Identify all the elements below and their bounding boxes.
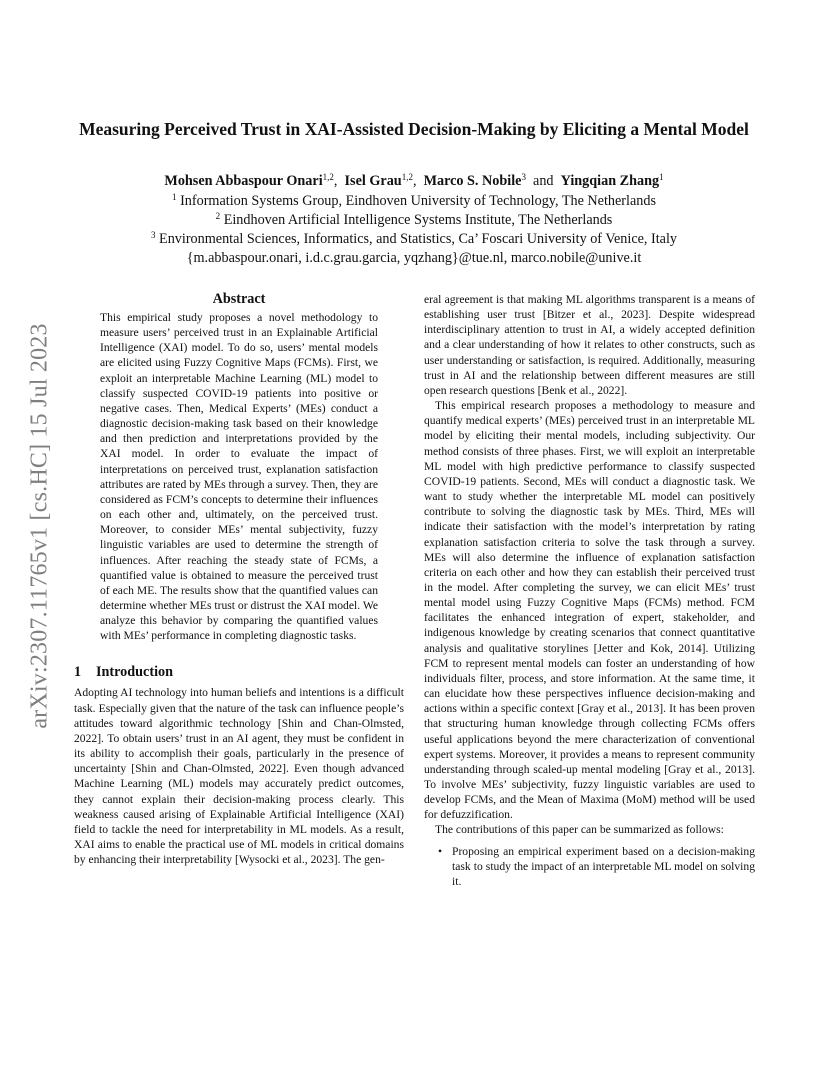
section-number: 1 — [74, 664, 82, 681]
paragraph: The contributions of this paper can be summarized as follows: — [435, 823, 724, 837]
author-name: Mohsen Abbaspour Onari — [164, 173, 323, 189]
right-column — [424, 292, 755, 889]
author-sup: 1,2 — [322, 172, 334, 182]
author-name: Marco S. Nobile — [423, 173, 522, 189]
paragraph: Adopting AI technology into human beliefs and intentions is a difficult task. Especially given that the nature of the task can influence people’s attitudes toward algorithmic technology [Shin and Chan-Olmsted, 2022]. To obtain users’ trust in an AI agent, they must be confident in its ability to accomplish their goals, particularly in the presence of uncertainty [Shin and Chan-Olmsted, 2022]. Even though advanced Machine Learning (ML) models may accurately predict outcomes, they cannot explain their decision-making process clearly. This weakness caused arising of Explainable Artificial Intelligence (XAI) field to tackle the need for interpretability in ML models. As a result, XAI aims to enable the practical use of ML models in critical domains by enhancing their interpretability [Wysocki et al., 2023]. The gen- — [74, 686, 404, 867]
arxiv-stamp — [18, 296, 62, 756]
paragraph-continued: eral agreement is that making ML algorithms transparent is a means of establishing user trust [Bitzer et al., 2023]. Despite widespread interdisciplinary attention to trust in AI, a widely accepted definition and a clear understanding of how it relates to other constructs, such as user understanding or satisfaction, is required. Additionally, measuring trust in AI and the relationship between different measures are still open research questions [Benk et al., 2022]. — [424, 293, 755, 397]
arxiv-id: arXiv:2307.11765v1 [cs.HC] 15 Jul 2023 — [26, 323, 53, 729]
author-sup: 1 — [659, 172, 664, 182]
abstract-heading: Abstract — [212, 291, 266, 307]
affiliation: $^3$ Environmental Sciences, Informatics, and Statistics, Ca’ Foscari University of Venice, Italy — [150, 230, 678, 247]
author-list: Mohsen Abbaspour Onari$^{1,2}$, Isel Grau$^{1,2}$, Marco S. Nobile$^3$ and Yingqian Zhang$^1$ — [164, 172, 664, 189]
affiliation: $^1$ Information Systems Group, Eindhoven University of Technology, The Netherlands — [172, 192, 656, 209]
section-title: Introduction — [96, 664, 173, 681]
author-and: and — [533, 173, 554, 189]
author-name: Isel Grau — [344, 173, 402, 189]
paper-title: Measuring Perceived Trust in XAI-Assisted Decision-Making by Eliciting a Mental Model — [79, 119, 749, 139]
section-heading — [74, 663, 404, 681]
affiliation: $^2$ Eindhoven Artificial Intelligence Systems Institute, The Netherlands — [215, 211, 613, 228]
author-emails: {m.abbaspour.onari, i.d.c.grau.garcia, yqzhang}@tue.nl, marco.nobile@unive.it — [186, 250, 642, 266]
abstract-text: This empirical study proposes a novel methodology to measure users’ perceived trust in an Explainable Artificial Intelligence (XAI) model. To do so, users’ mental models are elicited using Fuzzy Cognitive Maps (FCMs). First, we exploit an interpretable Machine Learning (ML) model to classify suspected COVID-19 patients into positive or negative cases. Then, Medical Experts’ (MEs) conduct a diagnostic decision-making task based on their knowledge and then prediction and interpretations provided by the XAI model. In order to evaluate the impact of interpretations on perceived trust, explanation satisfaction attributes are rated by MEs through a survey. Then, they are considered as FCM’s concepts to determine their influences on each other and, ultimately, on the perceived trust. Moreover, to consider MEs’ mental subjectivity, fuzzy linguistic variables are used to determine the strength of influences. After reaching the steady state of FCMs, a quantified value is obtained to measure the perceived trust of each ME. The results show that the quantified values can determine whether MEs trust or distrust the XAI model. We analyze this behavior by comparing the quantified values with MEs’ performance in completing diagnostic tasks. — [100, 311, 378, 643]
left-column — [74, 290, 404, 867]
author-name: Yingqian Zhang — [560, 173, 660, 189]
contribution-list — [424, 844, 755, 889]
author-sup: 3 — [521, 172, 526, 182]
list-item: • Proposing an empirical experiment based on a decision-making task to study the impact of an interpretable ML model on solving it. — [452, 844, 755, 889]
author-sup: 1,2 — [401, 172, 413, 182]
paragraph: This empirical research proposes a methodology to measure and quantify medical experts’ (MEs) perceived trust in an interpretable ML model by eliciting their mental models, including subjectivity. Our method consists of three phases. First, we will exploit an interpretable ML model with high predictive performance to classify suspected COVID-19 patients. Second, MEs will conduct a diagnostic task. We want to study whether the interpretable ML model can positively contribute to solving the diagnostic task by MEs. Third, MEs will indicate their satisfaction with the model’s interpretation by rating explanation satisfaction criteria to solve the task through a survey. MEs will also determine the influence of explanation satisfaction criteria on each other and how they can establish their perceived trust in the model. After completing the survey, we can elicit MEs’ trust mental model using Fuzzy Cognitive Maps (FCMs) method. FCM facilitates the enhanced integration of expert, stakeholder, and indigenous knowledge by creating scenarios that connect quantitative analysis and qualitative storylines [Jetter and Kok, 2014]. Utilizing FCM to represent mental models can foster an understanding of how individuals filter, process, and store information. At the same time, it can elucidate how these perspectives influence decision-making and actions within a specific context [Gray et al., 2013]. It has been proven that structuring human knowledge through collecting FCMs offers useful applications beyond the mere characterization of conventional expert systems. Moreover, it provides a means to represent community understanding through scaled-up mental modeling [Gray et al., 2013]. To involve MEs’ subjectivity, fuzzy linguistic variables are used to develop FCMs, and the Mean of Maxima (MoM) method will be used for defuzzification. — [424, 399, 755, 822]
